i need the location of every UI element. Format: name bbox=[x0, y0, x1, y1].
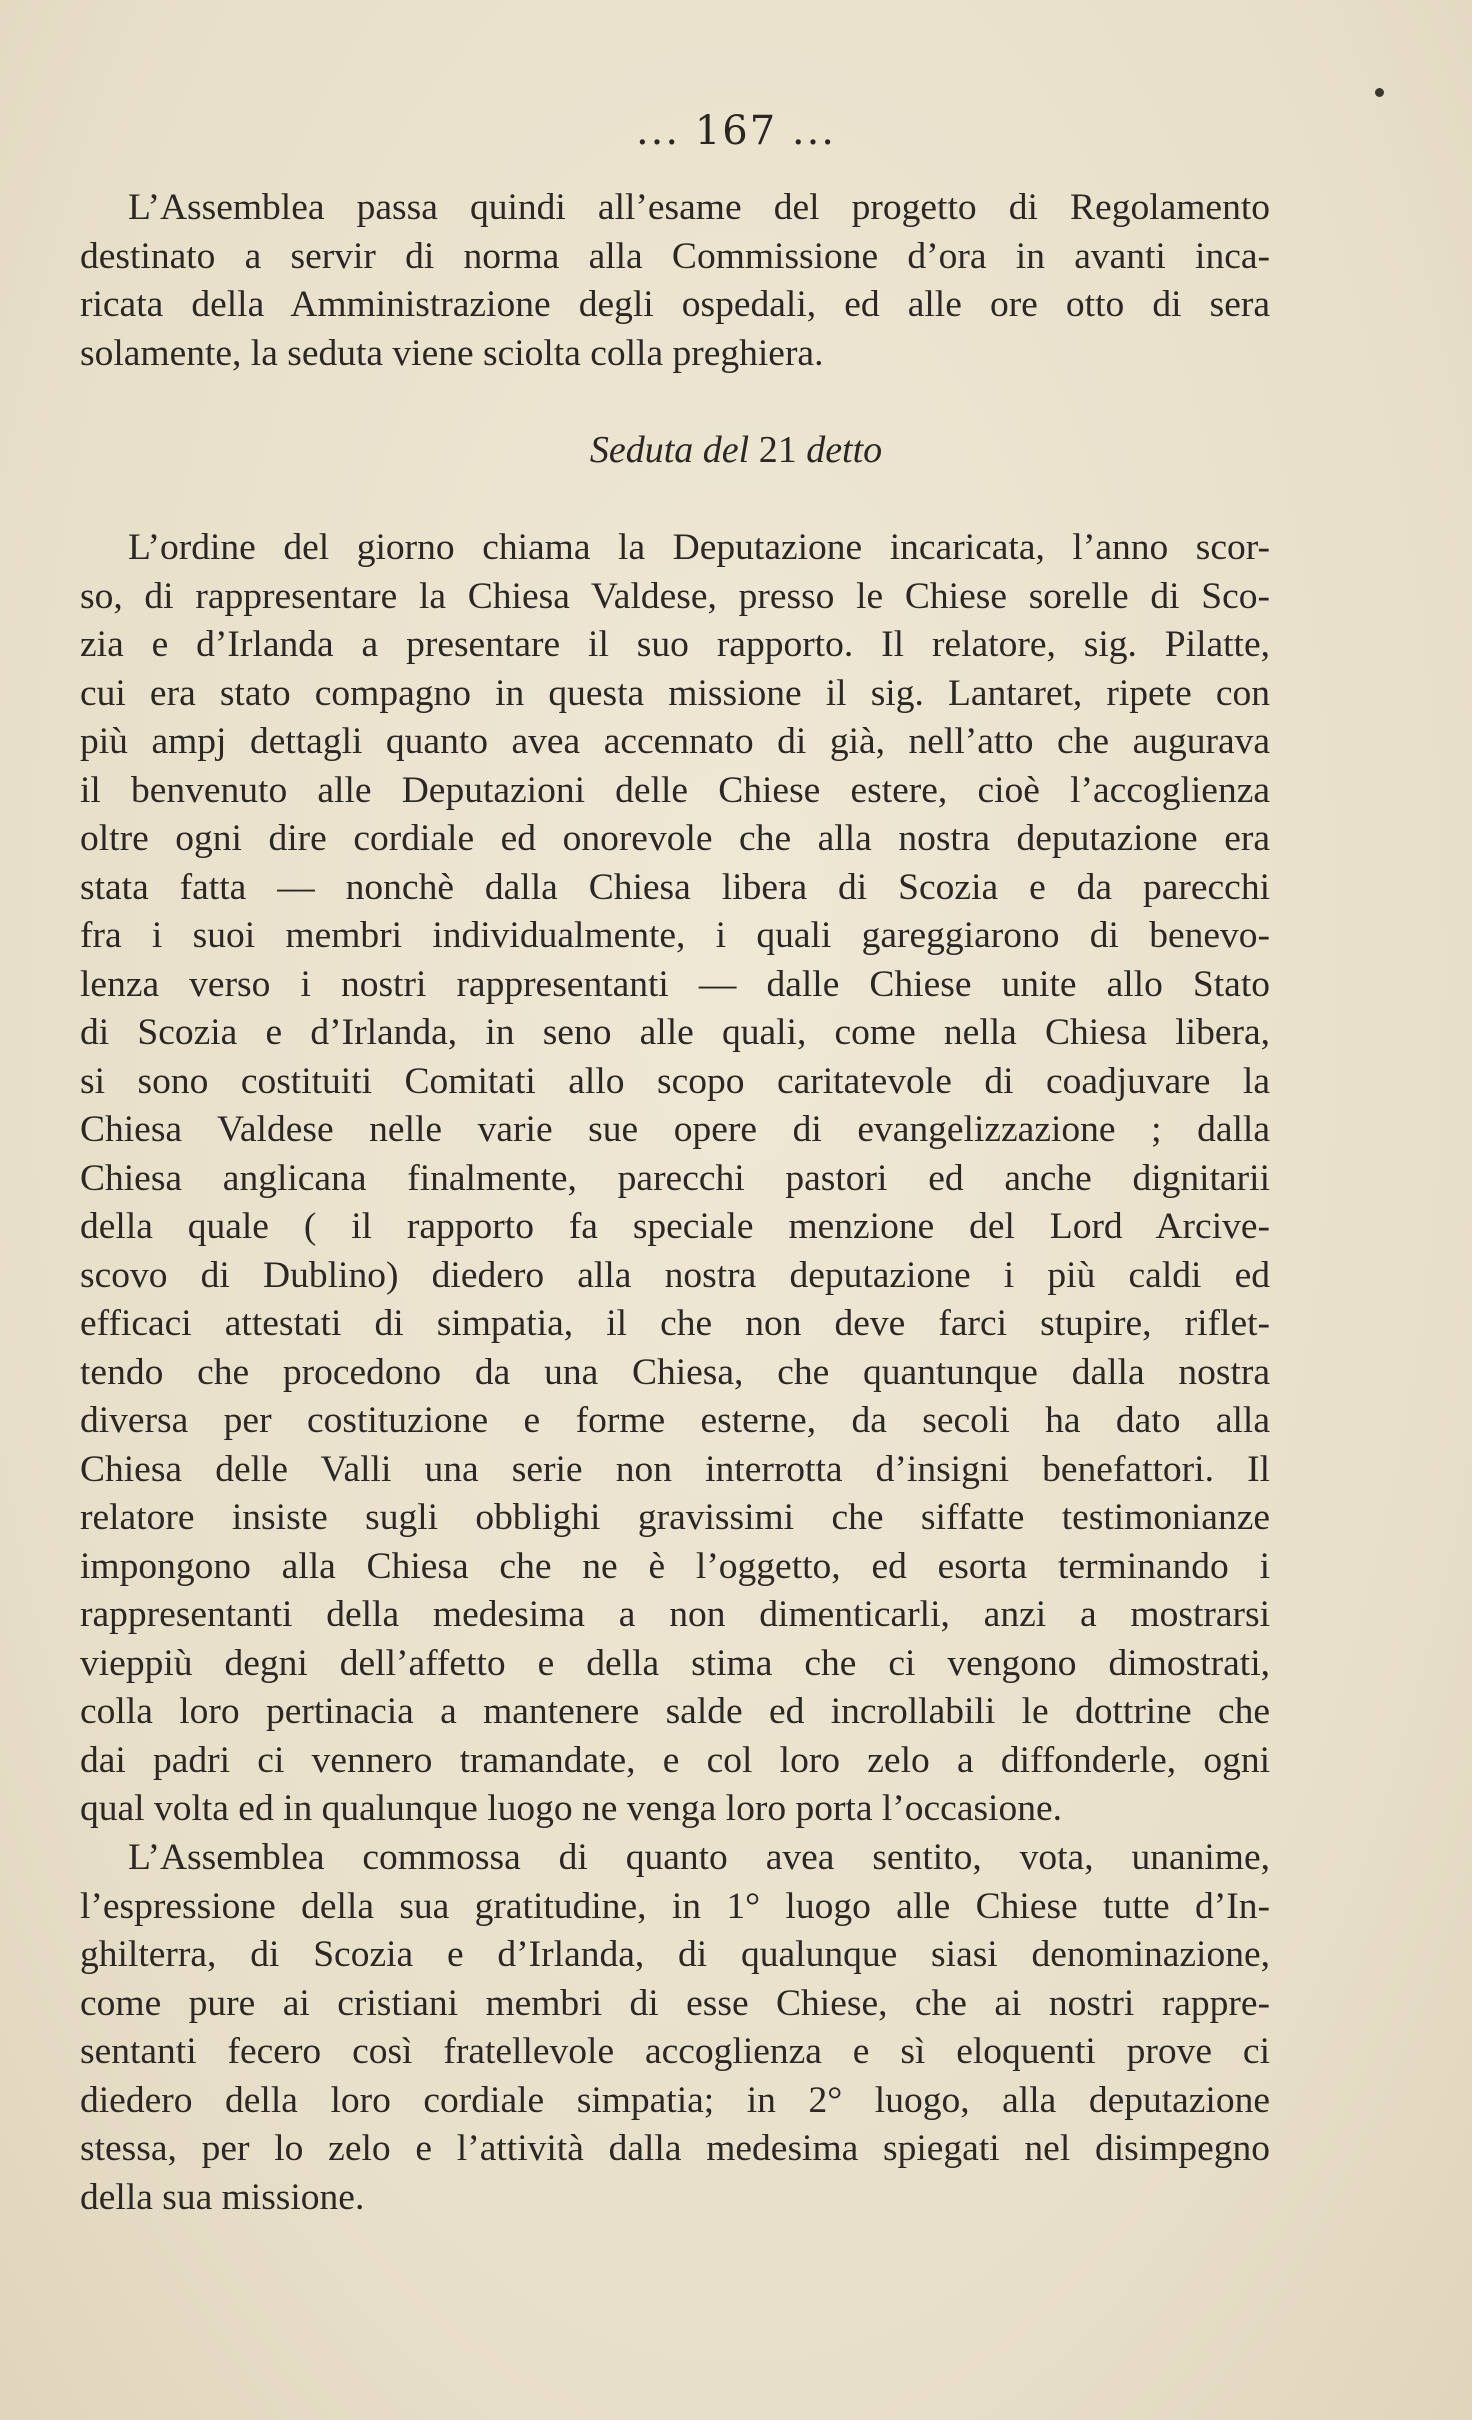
text-line: sentanti fecero così fratellevole accoglienza e sì eloquenti prove ci bbox=[80, 2031, 1270, 2072]
ink-spot bbox=[1375, 88, 1384, 97]
text-line: Chiesa Valdese nelle varie sue opere di evangelizzazione ; dalla bbox=[80, 1109, 1270, 1150]
text-line: della quale ( il rapporto fa speciale menzione del Lord Arcive- bbox=[80, 1206, 1270, 1247]
text-line: il benvenuto alle Deputazioni delle Chiese estere, cioè l’accoglienza bbox=[80, 769, 1270, 811]
text-line: diversa per costituzione e forme esterne, da secoli ha dato alla bbox=[80, 1400, 1270, 1441]
text-line: stata fatta — nonchè dalla Chiesa libera di Scozia e da parecchi bbox=[80, 866, 1270, 908]
text-line: l’espressione della sua gratitudine, in 1° luogo alle Chiese tutte d’In- bbox=[80, 1885, 1270, 1927]
text-line: so, di rappresentare la Chiesa Valdese, presso le Chiese sorelle di Sco- bbox=[80, 575, 1270, 617]
page-number: ... 167 ... bbox=[635, 108, 837, 154]
text-line: si sono costituiti Comitati allo scopo caritatevole di coadjuvare la bbox=[80, 1060, 1270, 1102]
paragraph-1 bbox=[80, 184, 1270, 378]
text-line: di Scozia e d’Irlanda, in seno alle quali, come nella Chiesa libera, bbox=[80, 1012, 1270, 1053]
text-line: diedero della loro cordiale simpatia; in 2° luogo, alla deputazione bbox=[80, 2079, 1270, 2121]
text-line: solamente, la seduta viene sciolta colla preghiera. bbox=[80, 332, 824, 374]
text-line: lenza verso i nostri rappresentanti — dalle Chiese unite allo Stato bbox=[80, 963, 1270, 1005]
text-line: relatore insiste sugli obblighi gravissimi che siffatte testimonianze bbox=[80, 1497, 1270, 1538]
text-line: come pure ai cristiani membri di esse Chiese, che ai nostri rappre- bbox=[80, 1982, 1270, 2024]
section-heading bbox=[0, 428, 1472, 472]
text-line: fra i suoi membri individualmente, i quali gareggiarono di benevo- bbox=[80, 915, 1270, 956]
text-line: Chiesa anglicana finalmente, parecchi pastori ed anche dignitarii bbox=[80, 1157, 1270, 1199]
text-line: più ampj dettagli quanto avea accennato di già, nell’atto che augurava bbox=[80, 721, 1270, 762]
paragraph-2 bbox=[80, 524, 1270, 1834]
text-line: scovo di Dublino) diedero alla nostra deputazione i più caldi ed bbox=[80, 1254, 1270, 1296]
text-line: vieppiù degni dell’affetto e della stima che ci vengono dimostrati, bbox=[80, 1642, 1270, 1684]
text-line: stessa, per lo zelo e l’attività dalla medesima spiegati nel disimpegno bbox=[80, 2128, 1270, 2169]
text-line: ricata della Amministrazione degli ospedali, ed alle ore otto di sera bbox=[80, 284, 1270, 325]
text-line: Chiesa delle Valli una serie non interrotta d’insigni benefattori. Il bbox=[80, 1448, 1270, 1490]
text-line: L’ordine del giorno chiama la Deputazione incaricata, l’anno scor- bbox=[128, 527, 1270, 568]
text-line: efficaci attestati di simpatia, il che non deve farci stupire, riflet- bbox=[80, 1303, 1270, 1344]
text-line: rappresentanti della medesima a non dimenticarli, anzi a mostrarsi bbox=[80, 1594, 1270, 1635]
heading-part-2: 21 bbox=[758, 429, 797, 471]
text-line: della sua missione. bbox=[80, 2176, 365, 2218]
heading-part-1: Seduta del bbox=[589, 429, 750, 471]
paragraph-3 bbox=[80, 1834, 1270, 2222]
heading-part-3: detto bbox=[806, 429, 883, 471]
text-line: dai padri ci vennero tramandate, e col loro zelo a diffonderle, ogni bbox=[80, 1739, 1270, 1781]
text-line: L’Assemblea commossa di quanto avea sentito, vota, unanime, bbox=[128, 1837, 1270, 1878]
text-line: impongono alla Chiesa che ne è l’oggetto, ed esorta terminando i bbox=[80, 1545, 1270, 1587]
text-line: qual volta ed in qualunque luogo ne venga loro porta l’occasione. bbox=[80, 1788, 1062, 1829]
text-line: cui era stato compagno in questa missione il sig. Lantaret, ripete con bbox=[80, 672, 1270, 714]
text-line: colla loro pertinacia a mantenere salde ed incrollabili le dottrine che bbox=[80, 1691, 1270, 1732]
text-line: zia e d’Irlanda a presentare il suo rapporto. Il relatore, sig. Pilatte, bbox=[80, 624, 1270, 665]
text-line: ghilterra, di Scozia e d’Irlanda, di qualunque siasi denominazione, bbox=[80, 1934, 1270, 1975]
text-line: oltre ogni dire cordiale ed onorevole che alla nostra deputazione era bbox=[80, 818, 1270, 859]
text-line: L’Assemblea passa quindi all’esame del progetto di Regolamento bbox=[128, 187, 1270, 228]
text-line: tendo che procedono da una Chiesa, che quantunque dalla nostra bbox=[80, 1351, 1270, 1393]
text-line: destinato a servir di norma alla Commissione d’ora in avanti inca- bbox=[80, 235, 1270, 277]
